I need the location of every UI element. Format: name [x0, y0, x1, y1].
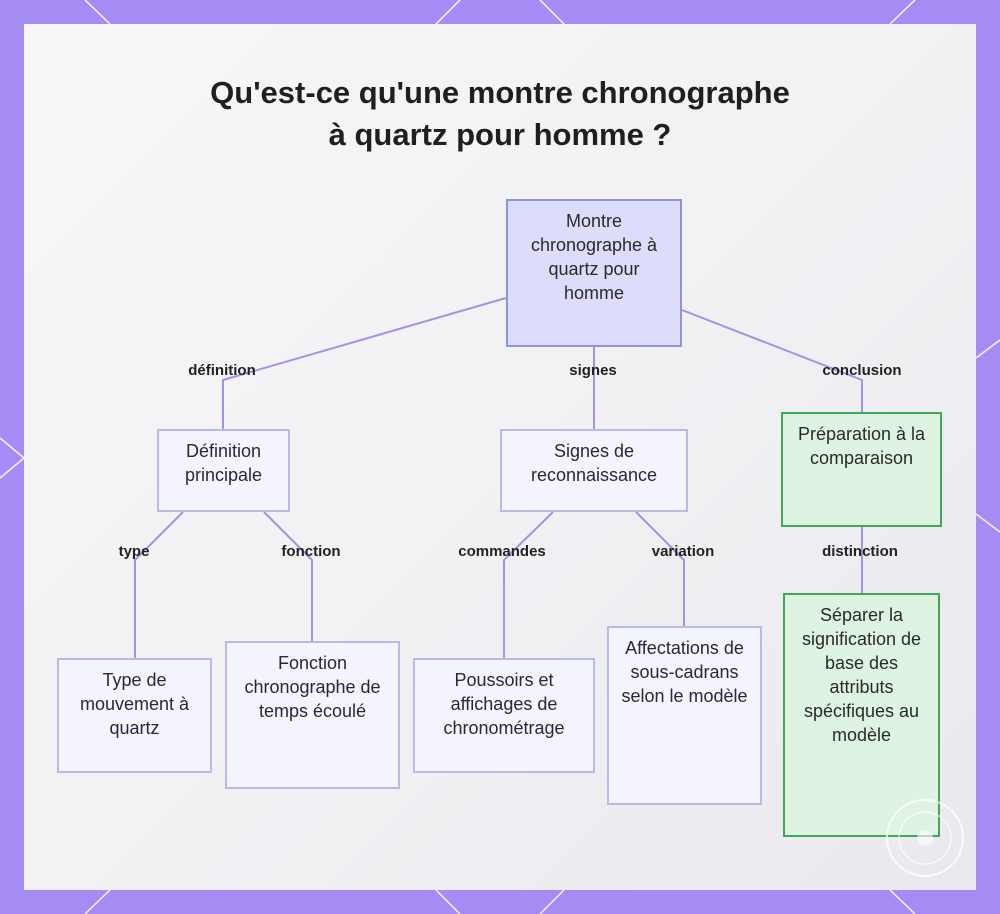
edge-root-definition	[223, 298, 506, 430]
node-signs: Signes de reconnaissance	[500, 429, 688, 512]
edge-label-variation: variation	[651, 543, 715, 560]
node-subdials: Affectations de sous-cadrans selon le modèle	[607, 626, 762, 805]
node-movement: Type de mouvement à quartz	[57, 658, 212, 773]
edge-label-function: fonction	[281, 543, 341, 560]
edge-signs-pushers	[504, 512, 553, 658]
edge-root-preparation	[682, 310, 862, 412]
node-definition: Définition principale	[157, 429, 290, 512]
seal-watermark-icon	[883, 796, 967, 880]
node-preparation: Préparation à la comparaison	[781, 412, 942, 527]
title-line-1: Qu'est-ce qu'une montre chronographe	[210, 75, 790, 110]
edge-label-definition: définition	[188, 362, 256, 379]
edge-label-commands: commandes	[458, 543, 546, 560]
node-function: Fonction chronographe de temps écoulé	[225, 641, 400, 789]
edge-label-signs: signes	[569, 362, 617, 379]
node-separate: Séparer la signification de base des attributs spécifiques au modèle	[783, 593, 940, 837]
edge-label-type: type	[118, 543, 150, 560]
edge-signs-subdials	[636, 512, 684, 626]
edge-definition-function	[264, 512, 312, 641]
node-root: Montre chronographe à quartz pour homme	[506, 199, 682, 347]
node-pushers: Poussoirs et affichages de chronométrage	[413, 658, 595, 773]
title-line-2: à quartz pour homme ?	[328, 117, 672, 152]
edge-definition-movement	[135, 512, 183, 658]
edge-label-distinction: distinction	[822, 543, 898, 560]
edge-label-conclusion: conclusion	[822, 362, 902, 379]
